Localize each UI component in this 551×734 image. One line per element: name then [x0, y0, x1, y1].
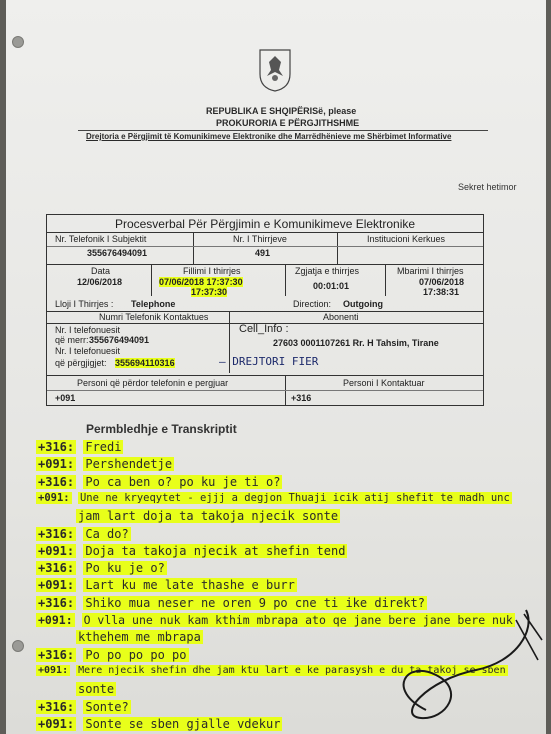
- transcript-text: Po ku je o?: [85, 561, 165, 576]
- transcript-line: [36, 457, 174, 471]
- call-count: 491: [255, 248, 271, 258]
- direction: Outgoing: [343, 299, 383, 309]
- transcript-text: Shiko mua neser ne oren 9 po cne ti ike direkt?: [85, 595, 425, 610]
- handwritten-signature: [366, 600, 546, 730]
- speaker-label: +316:: [38, 526, 75, 541]
- transcript-line: [36, 440, 123, 454]
- interception-form: [46, 214, 484, 406]
- label-callee-to: që përgjigjet:: [55, 358, 107, 368]
- label-call-type: Lloji I Thirrjes :: [55, 299, 114, 309]
- subject-number: 355676494091: [87, 248, 148, 258]
- transcript-line: [36, 648, 189, 662]
- punch-hole: [12, 640, 24, 652]
- label-caller-from: që merr:: [55, 335, 89, 345]
- label-end: Mbarimi I thirrjes: [397, 266, 464, 276]
- handwritten-note: – DREJTORI FIER: [219, 355, 319, 368]
- call-end-date: 07/06/2018: [419, 277, 465, 287]
- contact-prefix: +316: [291, 393, 312, 403]
- speaker-label: +091:: [38, 457, 75, 472]
- transcript-line: [36, 492, 512, 504]
- transcript-text: Lart ku me late thashe e burr: [85, 578, 295, 593]
- transcript-text: Sonte?: [85, 699, 129, 714]
- speaker-label: +316:: [38, 474, 75, 489]
- speaker-label: +316:: [38, 561, 75, 576]
- header-directorate: Drejtoria e Përgjimit të Komunikimeve Elektronike dhe Marrëdhënieve me Shërbimet Informative: [86, 132, 452, 141]
- transcript-line: [36, 544, 347, 558]
- label-direction: Direction:: [293, 299, 332, 309]
- speaker-label: +316:: [38, 647, 75, 662]
- coat-of-arms-emblem: [258, 48, 292, 92]
- transcript-line: [36, 700, 131, 714]
- transcript-text: Fredi: [85, 440, 122, 454]
- label-duration: Zgjatja e thirrjes: [295, 266, 360, 276]
- transcript-line: [36, 578, 297, 592]
- label-subscriber: Abonenti: [323, 312, 359, 322]
- label-callee: Nr. I telefonuesit: [55, 346, 121, 356]
- call-duration: 00:01:01: [313, 281, 350, 291]
- transcript-line: [76, 509, 340, 523]
- transcript-text: Po ca ben o? po ku je ti o?: [85, 474, 281, 489]
- label-call-count: Nr. I Thirrjeve: [233, 234, 287, 244]
- user-prefix: +091: [55, 393, 76, 403]
- speaker-label: +091:: [38, 716, 75, 731]
- speaker-label: +091:: [38, 578, 75, 593]
- label-person-user: Personi që përdor telefonin e pergjuar: [77, 378, 229, 388]
- transcript-text: Ca do?: [85, 526, 129, 541]
- callee-number: 355694110316: [115, 358, 175, 368]
- transcript-line: [36, 527, 131, 541]
- speaker-label: +316:: [38, 699, 75, 714]
- label-cell-info: Cell_Info :: [239, 323, 289, 335]
- transcript-line: [76, 682, 116, 696]
- call-start: 07/06/2018 17:37:30: [159, 277, 243, 287]
- transcript-text: kthehem me mbrapa: [78, 630, 201, 645]
- form-title: Procesverbal Për Përgjimin e Komunikimeve Elektronike: [114, 217, 416, 231]
- transcript-line: [36, 717, 282, 731]
- speaker-label: +091:: [38, 543, 75, 558]
- speaker-label: +316:: [38, 440, 75, 454]
- speaker-label: +091:: [38, 491, 70, 504]
- transcript-text: Mere njecik shefin dhe jam ktu lart e ke parasysh e du ta takoj se sben: [78, 664, 506, 676]
- transcript-text: jam lart doja ta takoja njecik sonte: [78, 509, 339, 524]
- label-caller: Nr. I telefonuesit: [55, 325, 121, 335]
- transcript-line: [76, 630, 203, 644]
- classification-label: Sekret hetimor: [458, 182, 517, 192]
- speaker-label: +316:: [38, 595, 75, 610]
- transcript-title: Permbledhje e Transkriptit: [86, 422, 237, 436]
- call-type: Telephone: [131, 299, 176, 309]
- transcript-text: Pershendetje: [85, 457, 173, 472]
- transcript-text: sonte: [78, 682, 115, 697]
- call-end-time: 17:38:31: [423, 287, 460, 297]
- cell-info: 27603 0001107261 Rr. H Tahsim, Tirane: [273, 338, 439, 348]
- label-institution: Institucioni Kerkues: [367, 234, 446, 244]
- document-page: [6, 0, 546, 734]
- transcript-text: Po po po po po: [85, 647, 187, 662]
- transcript-text: O vlla une nuk kam kthim mbrapa ato qe jane bere jane bere nuk: [83, 613, 513, 627]
- speaker-label: +091:: [38, 664, 69, 676]
- transcript-text: Une ne kryeqytet - ejjj a degjon Thuaji icik atij shefit te madh unc: [79, 491, 510, 504]
- label-contact-numbers: Numri Telefonik Kontaktues: [99, 312, 209, 322]
- punch-hole: [12, 36, 24, 48]
- label-date: Data: [91, 266, 111, 276]
- call-start-time: 17:37:30: [191, 287, 228, 297]
- label-start: Fillimi I thirrjes: [183, 266, 241, 276]
- label-subject-number: Nr. Telefonik I Subjektit: [55, 234, 147, 244]
- speaker-label: +091:: [38, 613, 73, 627]
- header-rule: [78, 130, 488, 131]
- transcript-text: Doja ta takoja njecik at shefin tend: [85, 543, 346, 558]
- call-date: 12/06/2018: [77, 277, 123, 287]
- caller-number: 355676494091: [89, 335, 150, 345]
- transcript-line: [36, 475, 282, 489]
- transcript-line: [36, 561, 167, 575]
- transcript-text: Sonte se sben gjalle vdekur: [85, 716, 281, 731]
- label-person-contact: Personi I Kontaktuar: [343, 378, 425, 388]
- header-prosecution: PROKURORIA E PËRGJITHSHME: [216, 118, 360, 128]
- header-republic: REPUBLIKA E SHQIPËRISë, please: [206, 106, 357, 116]
